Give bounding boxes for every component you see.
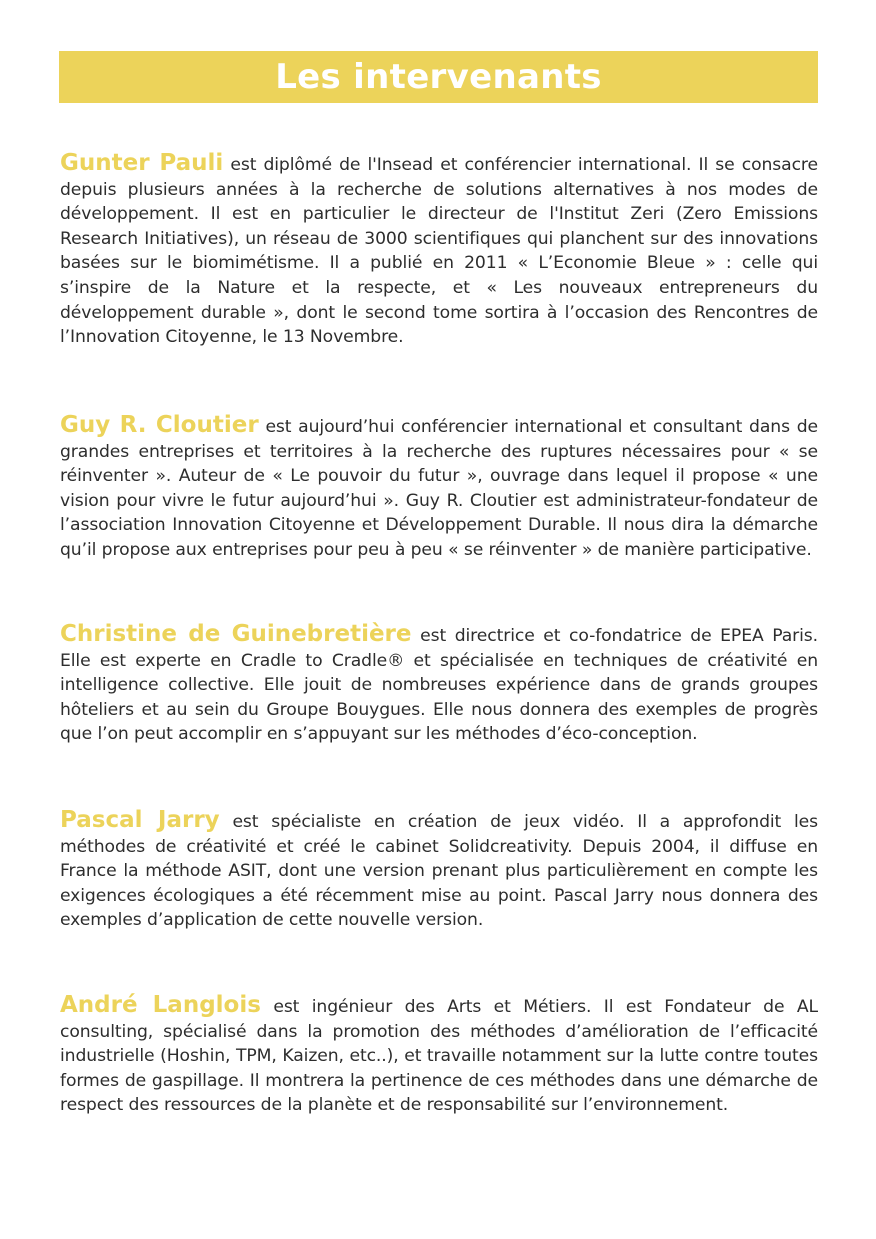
speaker-description: est spécialiste en création de jeux vidéo. Il a approfondit les méthodes de créativité et créé le cabinet Solidcreativity. Depuis 2004, il diffuse en France la méthode ASIT, dont une version prenant plus particulièrement en compte les exigences écologiques a été récemment mise au point. Pascal Jarry nous donnera des exemples d’application de cette nouvelle version. <box>60 812 818 931</box>
speaker-name: Gunter Pauli <box>60 150 224 176</box>
speaker-bio <box>60 413 818 563</box>
speaker-description: est aujourd’hui conférencier international et consultant dans de grandes entreprises et territoires à la recherche des ruptures nécessaires pour « se réinventer ». Auteur de « Le pouvoir du futur », ouvrage dans lequel il propose « une vision pour vivre le futur aujourd’hui ». Guy R. Cloutier est administrateur-fondateur de l’association Innovation Citoyenne et Développement Durable. Il nous dira la démarche qu’il propose aux entreprises pour peu à peu « se réinventer » de manière participative. <box>60 417 818 560</box>
speaker-bio <box>60 151 818 350</box>
title-banner <box>59 51 818 103</box>
speaker-description: est ingénieur des Arts et Métiers. Il est Fondateur de AL consulting, spécialisé dans la promotion des méthodes d’amélioration de l’efficacité industrielle (Hoshin, TPM, Kaizen, etc..), et travaille notamment sur la lutte contre toutes formes de gaspillage. Il montrera la pertinence de ces méthodes dans une démarche de respect des ressources de la planète et de responsabilité sur l’environnement. <box>60 997 818 1116</box>
speaker-bio <box>60 622 818 747</box>
speaker-name: Pascal Jarry <box>60 807 220 833</box>
speaker-name: André Langlois <box>60 992 261 1018</box>
speaker-name: Christine de Guinebretière <box>60 621 412 647</box>
page-title: Les intervenants <box>275 57 602 97</box>
speaker-bio <box>60 993 818 1118</box>
speaker-description: est directrice et co-fondatrice de EPEA Paris. Elle est experte en Cradle to Cradle® et spécialisée en techniques de créativité en intelligence collective. Elle jouit de nombreuses expérience dans de grands groupes hôteliers et au sein du Groupe Bouygues. Elle nous donnera des exemples de progrès que l’on peut accomplir en s’appuyant sur les méthodes d’éco-conception. <box>60 626 818 745</box>
speaker-name: Guy R. Cloutier <box>60 412 259 438</box>
speaker-bio <box>60 808 818 933</box>
speaker-description: est diplômé de l'Insead et conférencier international. Il se consacre depuis plusieurs années à la recherche de solutions alternatives à nos modes de développement. Il est en particulier le directeur de l'Institut Zeri (Zero Emissions Research Initiatives), un réseau de 3000 scientifiques qui planchent sur des innovations basées sur le biomimétisme. Il a publié en 2011 « L’Economie Bleue » : celle qui s’inspire de la Nature et la respecte, et « Les nouveaux entrepreneurs du développement durable », dont le second tome sortira à l’occasion des Rencontres de l’Innovation Citoyenne, le 13 Novembre. <box>60 155 818 348</box>
